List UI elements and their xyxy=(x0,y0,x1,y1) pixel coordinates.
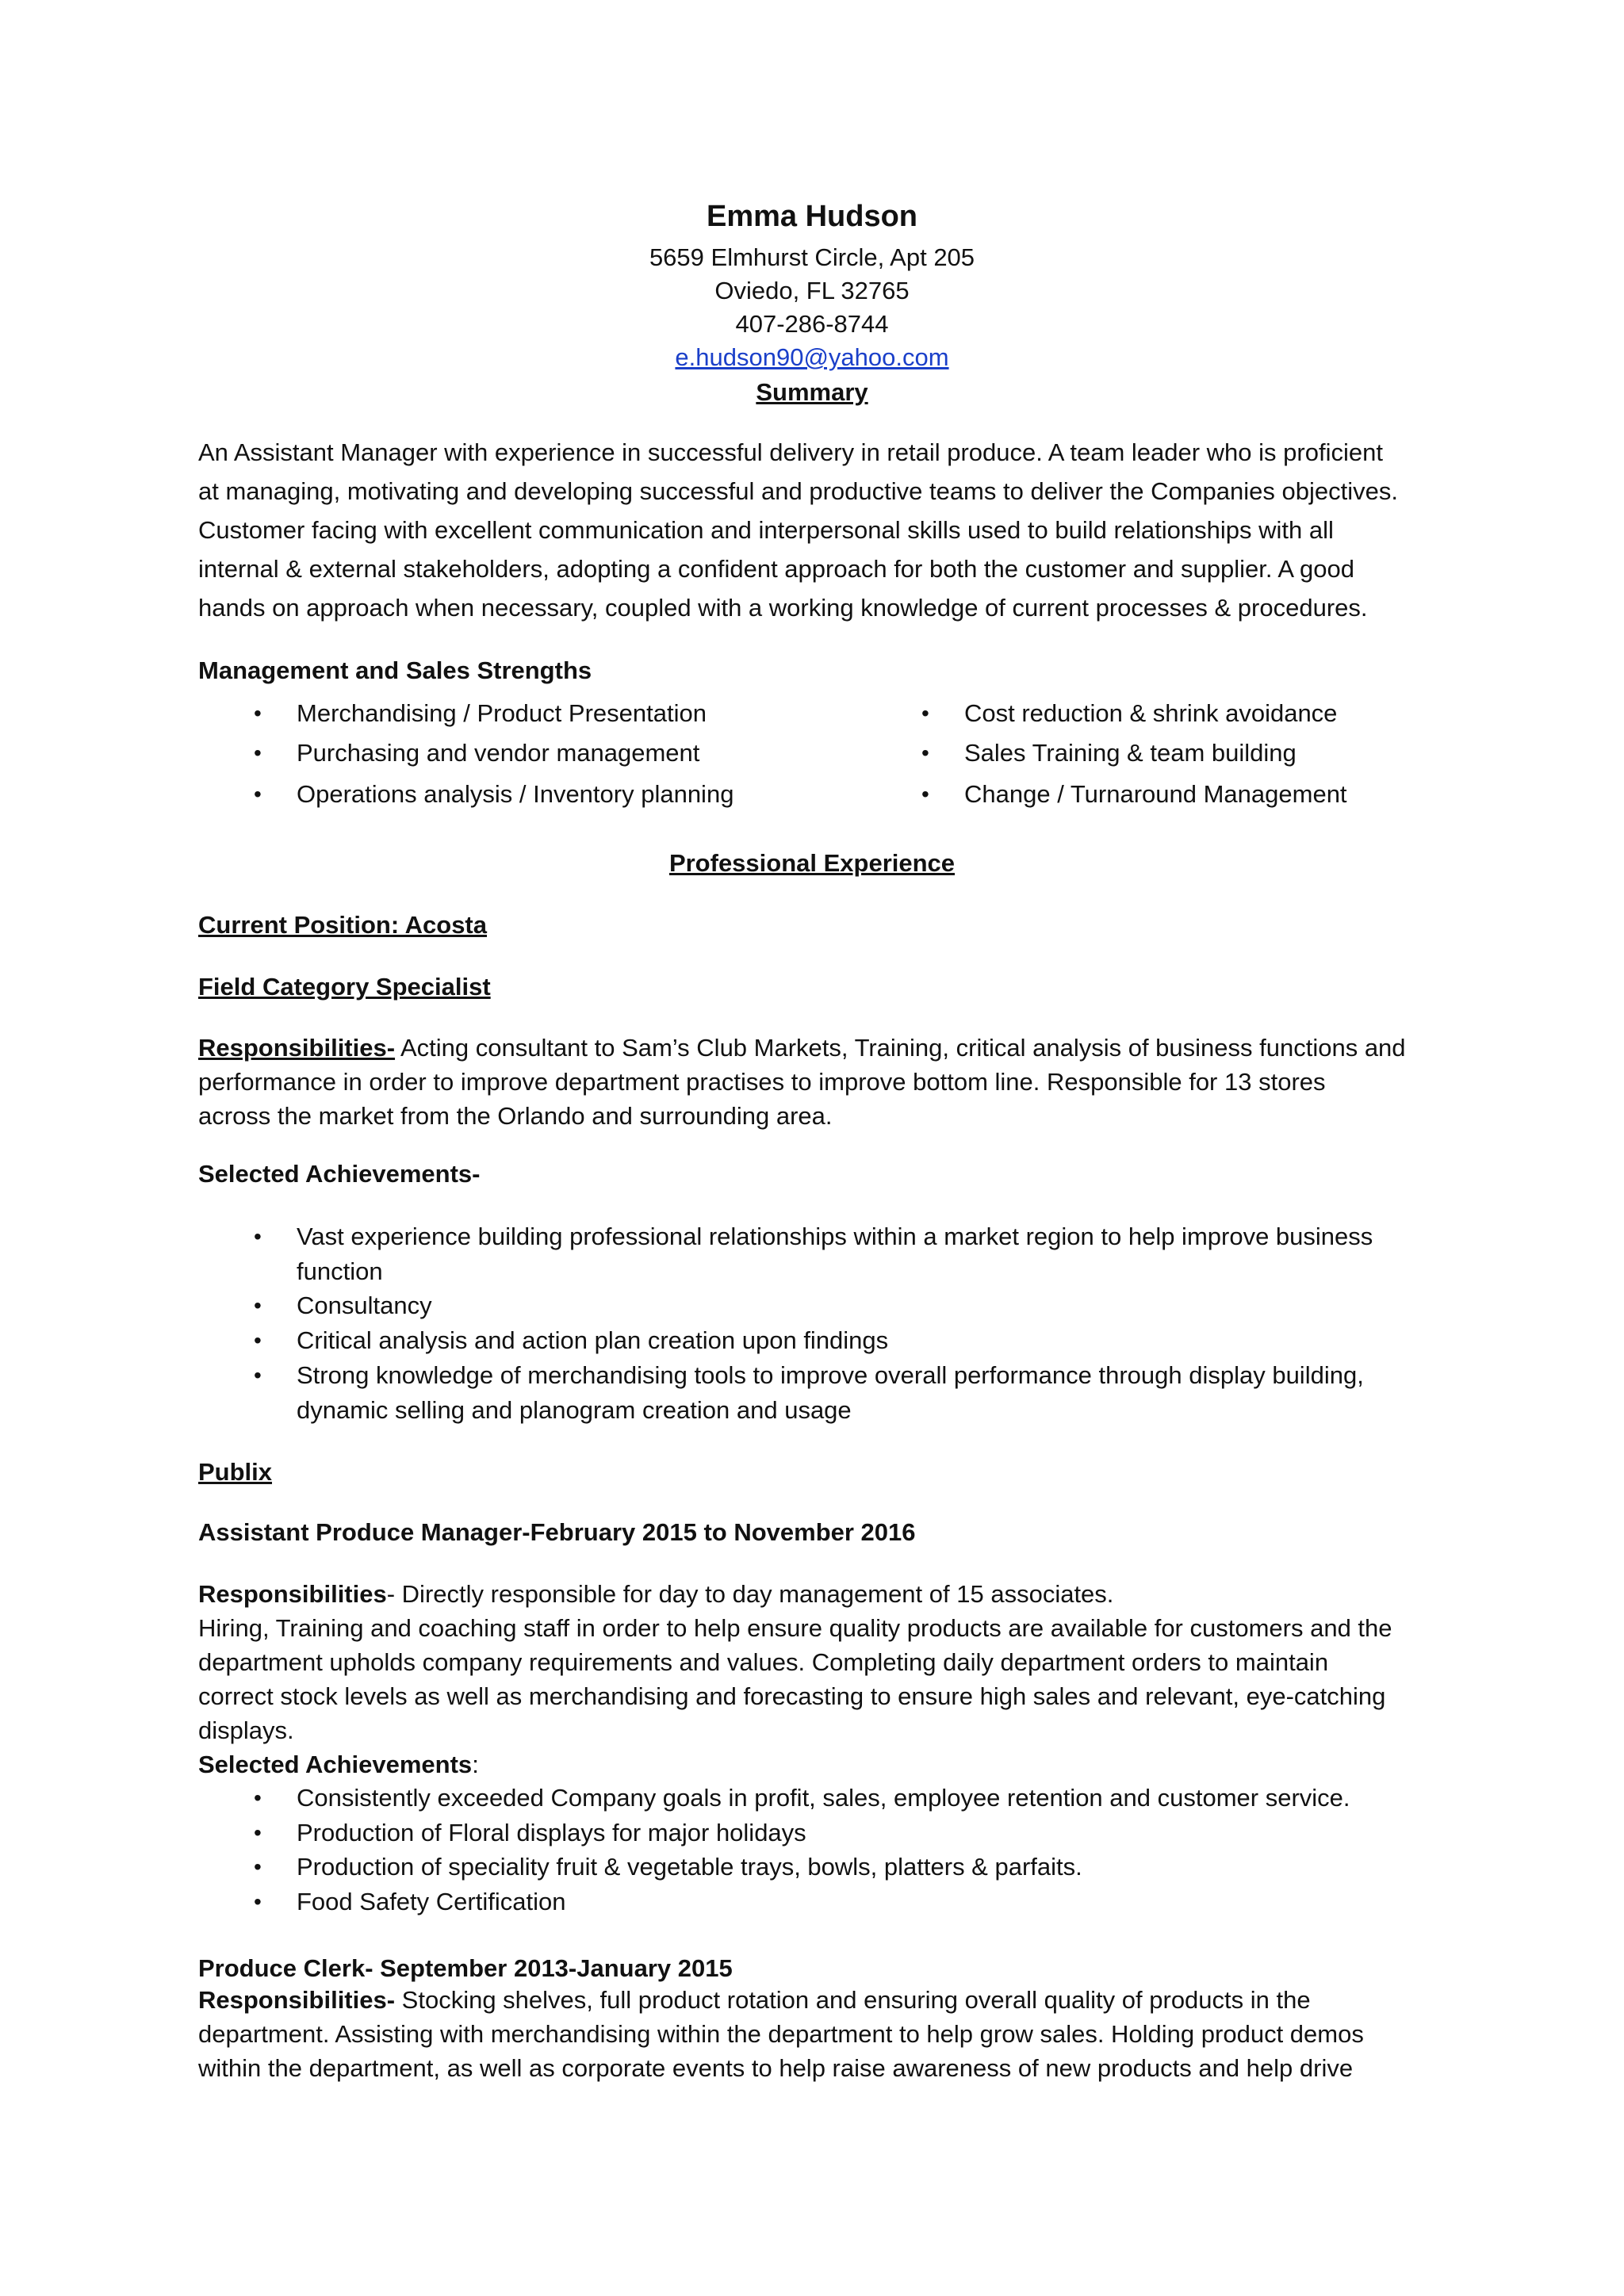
responsibilities-text: department. Assisting with merchandising within the department to help grow sales. Holding product demos xyxy=(198,2020,1364,2048)
summary-line: An Assistant Manager with experience in successful delivery in retail produce. A team leader who is proficient xyxy=(198,438,1383,466)
achievement-item: Consistently exceeded Company goals in profit, sales, employee retention and customer service. xyxy=(297,1784,1350,1812)
achievement-item: Vast experience building professional relationships within a market region to help improve business xyxy=(297,1223,1373,1250)
strengths-heading: Management and Sales Strengths xyxy=(198,656,592,684)
bullet-icon: • xyxy=(254,1785,262,1810)
achievement-item: Consultancy xyxy=(297,1292,432,1319)
address-line-2: Oviedo, FL 32765 xyxy=(714,277,910,304)
candidate-name: Emma Hudson xyxy=(706,200,918,233)
responsibilities-text: correct stock levels as well as merchandising and forecasting to ensure high sales and relevant, eye-catching xyxy=(198,1682,1386,1710)
bullet-icon: • xyxy=(254,1293,262,1318)
bullet-icon: • xyxy=(254,782,262,806)
responsibilities-text: displays. xyxy=(198,1716,294,1744)
strength-item: Operations analysis / Inventory planning xyxy=(297,780,734,808)
bullet-icon: • xyxy=(254,1854,262,1879)
bullet-icon: • xyxy=(921,740,929,765)
bullet-icon: • xyxy=(254,1224,262,1249)
acosta-company: Current Position: Acosta xyxy=(198,911,487,939)
strength-item: Cost reduction & shrink avoidance xyxy=(964,699,1338,727)
bullet-icon: • xyxy=(921,701,929,725)
publix-job-title: Assistant Produce Manager-February 2015 to November 2016 xyxy=(198,1518,916,1546)
responsibilities-text: within the department, as well as corporate events to help raise awareness of new products and help drive xyxy=(198,2054,1354,2082)
clerk-responsibilities xyxy=(198,1983,1435,2085)
bullet-icon: • xyxy=(254,1328,262,1353)
achievement-item: Critical analysis and action plan creation upon findings xyxy=(297,1326,889,1354)
strength-item: Merchandising / Product Presentation xyxy=(297,699,707,727)
bullet-icon: • xyxy=(254,1363,262,1387)
acosta-job-title: Field Category Specialist xyxy=(198,973,491,1001)
responsibilities-text: Hiring, Training and coaching staff in order to help ensure quality products are available for customers and the xyxy=(198,1614,1392,1642)
summary-line: internal & external stakeholders, adopting a confident approach for both the customer and supplier. A good xyxy=(198,555,1354,583)
summary-line: hands on approach when necessary, coupled with a working knowledge of current processes & procedures. xyxy=(198,594,1368,622)
experience-heading: Professional Experience xyxy=(668,849,956,877)
summary-line: Customer facing with excellent communication and interpersonal skills used to build relationships with all xyxy=(198,516,1334,544)
responsibilities-text: department upholds company requirements and values. Completing daily department orders to maintain xyxy=(198,1648,1329,1676)
achievement-item: function xyxy=(297,1257,383,1285)
strength-item: Sales Training & team building xyxy=(964,739,1297,767)
publix-responsibilities xyxy=(198,1577,1435,1781)
clerk-job-title: Produce Clerk- September 2013-January 2015 xyxy=(198,1954,733,1982)
address-line-1: 5659 Elmhurst Circle, Apt 205 xyxy=(649,243,975,271)
achievement-item: dynamic selling and planogram creation and usage xyxy=(297,1396,852,1424)
responsibilities-text: Acting consultant to Sam’s Club Markets, Training, critical analysis of business functions and xyxy=(395,1034,1406,1062)
acosta-achievements-label: Selected Achievements- xyxy=(198,1160,481,1188)
email-link[interactable]: e.hudson90@yahoo.com xyxy=(675,343,949,371)
responsibilities-text: Stocking shelves, full product rotation and ensuring overall quality of products in the xyxy=(395,1986,1311,2014)
responsibilities-label: Responsibilities- xyxy=(198,1034,396,1062)
bullet-icon: • xyxy=(254,1820,262,1845)
bullet-icon: • xyxy=(254,701,262,725)
achievement-item: Production of Floral displays for major holidays xyxy=(297,1819,806,1846)
responsibilities-text: performance in order to improve department practises to improve bottom line. Responsible for 13 stores xyxy=(198,1068,1326,1096)
responsibilities-text: - Directly responsible for day to day management of 15 associates. xyxy=(386,1580,1114,1608)
strength-item: Change / Turnaround Management xyxy=(964,780,1347,808)
bullet-icon: • xyxy=(921,782,929,806)
phone-number: 407-286-8744 xyxy=(735,310,889,338)
publix-achievements-label: Selected Achievements xyxy=(198,1751,473,1778)
bullet-icon: • xyxy=(254,1889,262,1914)
summary-line: at managing, motivating and developing successful and productive teams to deliver the Companies objectives. xyxy=(198,477,1398,505)
responsibilities-label: Responsibilities- xyxy=(198,1986,396,2014)
strength-item: Purchasing and vendor management xyxy=(297,739,700,767)
acosta-responsibilities xyxy=(198,1031,1435,1133)
responsibilities-text: across the market from the Orlando and surrounding area. xyxy=(198,1102,833,1130)
publix-company: Publix xyxy=(198,1458,273,1486)
responsibilities-label: Responsibilities xyxy=(198,1580,387,1608)
achievement-item: Strong knowledge of merchandising tools to improve overall performance through display building, xyxy=(297,1361,1364,1389)
achievement-item: Food Safety Certification xyxy=(297,1888,566,1915)
bullet-icon: • xyxy=(254,740,262,765)
achievement-item: Production of speciality fruit & vegetable trays, bowls, platters & parfaits. xyxy=(297,1853,1082,1881)
summary-paragraph xyxy=(198,433,1435,627)
summary-heading: Summary xyxy=(756,378,868,406)
colon: : xyxy=(472,1751,479,1778)
